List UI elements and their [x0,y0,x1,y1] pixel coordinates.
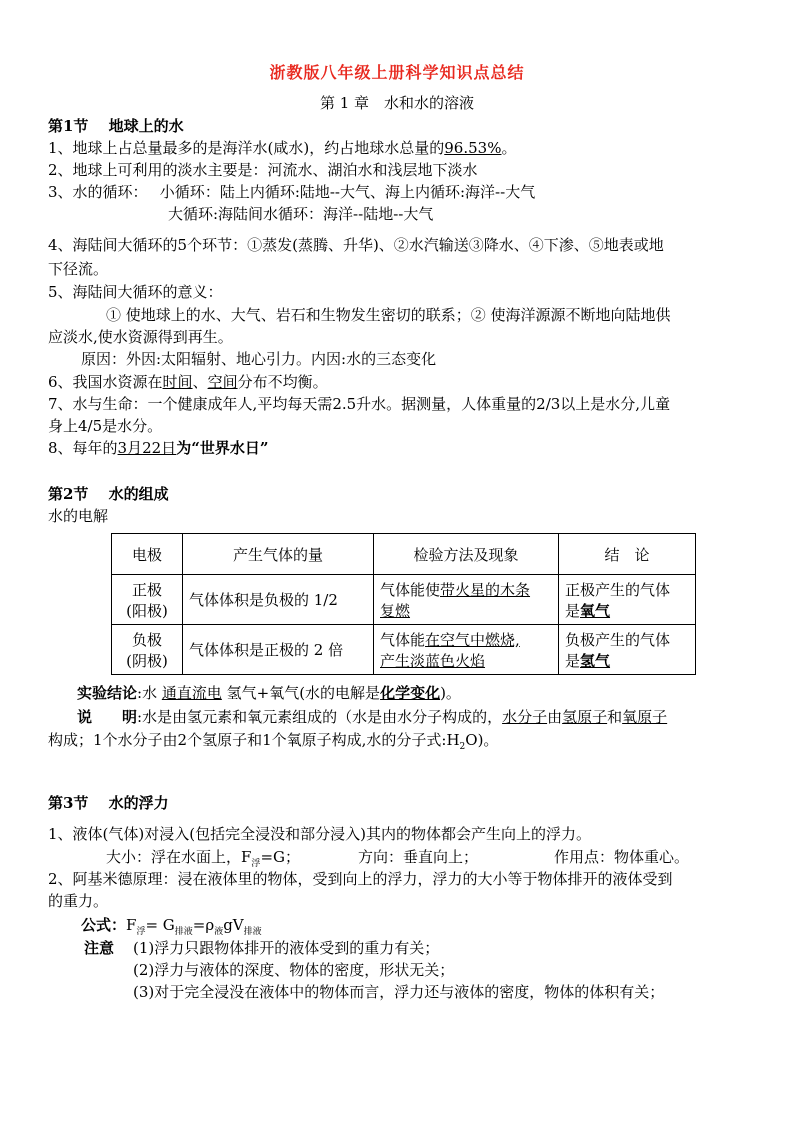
text: 产生淡蓝色火焰 [380,651,486,670]
text: 带火星的木条 [440,580,531,599]
s3-line-3: 2、阿基米德原理：浸在液体里的物体，受到向上的浮力，浮力的大小等于物体排开的液体受到 [48,870,673,888]
table-header-row [112,534,696,575]
section-1-heading: 第1节 地球上的水 [48,117,184,135]
s3-line-4: 的重力。 [48,892,109,910]
chapter-heading: 第 1 章 水和水的溶液 [319,94,475,112]
s3-line-1: 1、液体(气体)对浸入(包括完全浸没和部分浸入)其内的物体都会产生向上的浮力。 [48,825,591,843]
s1-line-3: 3、水的循环： 小循环：陆上内循环:陆地--大气、海上内循环:海洋--大气 [48,183,536,201]
text: =ρ [192,916,215,934]
s3-line-2 [106,846,300,869]
text: 化学变化 [380,684,441,702]
cell-test [374,625,559,675]
text: 1、地球上占总量最多的是海洋水(咸水)，约占地球水总量的 [48,139,445,157]
text: 大小：浮在水面上，F [106,848,252,866]
header-test-method: 检验方法及现象 [374,534,559,575]
text: 气体能 [380,630,426,649]
s1-line-5: 4、海陆间大循环的5个环节：①蒸发(蒸腾、升华)、②水汽输送③降水、④下渗、⑤地表或地 [48,236,664,254]
label: 说 明 [77,708,138,726]
text: gV [223,916,244,934]
s1-line-14 [48,437,268,458]
s1-line-6: 下径流。 [48,260,109,278]
text: O)。 [465,731,499,749]
text: 负极产生的气体 [565,630,671,649]
text: 是 [565,651,581,670]
text: 为“世界水日” [176,439,269,457]
subscript: 排液 [174,927,193,937]
label: 公式： [81,916,127,934]
electrolysis-subheading: 水的电解 [48,507,109,525]
electrolysis-table [111,533,696,675]
text: 由 [547,708,563,726]
text: 构成；1个水分子由2个氢原子和1个氧原子构成,水的分子式:H [48,731,460,749]
cell-amount: 气体体积是正极的 2 倍 [183,625,374,675]
text: 通直流电 [161,684,222,702]
text: 水分子 [502,708,548,726]
header-electrode: 电极 [112,534,183,575]
cell-amount: 气体体积是负极的 1/2 [183,575,374,625]
text: F [126,916,137,934]
s1-line-11 [48,371,328,392]
text: 氧原子 [622,708,668,726]
s1-line-10: 原因：外因:太阳辐射、地心引力。内因:水的三态变化 [81,350,437,368]
text: 正极 [131,580,162,599]
text: = G [145,916,175,934]
text: =G； [260,848,300,866]
text: )。 [440,684,461,702]
formula-line [81,914,262,937]
text: 在空气中燃烧, [425,630,520,649]
table-row [112,575,696,625]
text: 负极 [131,630,162,649]
text: 氢原子 [562,708,608,726]
note-label: 注意 [84,939,115,957]
text: (阴极) [126,651,168,670]
label: 实验结论 [77,684,138,702]
s1-line-2: 2、地球上可利用的淡水主要是：河流水、湖泊水和浅层地下淡水 [48,161,478,179]
s1-line-4: 大循环:海陆间水循环：海洋--陆地--大气 [168,205,434,223]
cell-electrode [112,625,183,675]
text: 气体能使 [380,580,441,599]
subscript: 液 [214,927,224,937]
section-3-heading: 第3节 水的浮力 [48,794,169,812]
header-gas-amount: 产生气体的量 [183,534,374,575]
note-2: (2)浮力与液体的深度、物体的密度，形状无关； [133,961,455,979]
section-2-heading: 第2节 水的组成 [48,485,169,503]
text: 复燃 [380,601,411,620]
text: 分布不均衡。 [237,373,328,391]
s1-line-7: 5、海陆间大循环的意义： [48,283,223,301]
text: 是 [565,601,581,620]
s1-line-12: 7、水与生命：一个健康成年人,平均每天需2.5升水。据测量，人体重量的2/3以上是水分,儿童 [48,395,671,413]
explanation-line-2 [48,729,498,752]
s1-line-8: ① 使地球上的水、大气、岩石和生物发生密切的联系；② 使海洋源源不断地向陆地供 [106,306,671,324]
note-1: (1)浮力只跟物体排开的液体受到的重力有关； [133,939,440,957]
subscript: 浮 [136,927,146,937]
text: :水是由氢元素和氧元素组成的（水是由水分子构成的， [137,708,503,726]
s1-line-9: 应淡水,使水资源得到再生。 [48,328,233,346]
water-day-date: 3月22日 [117,439,177,457]
document-title: 浙教版八年级上册科学知识点总结 [269,63,525,82]
subscript: 排液 [243,927,262,937]
text: 和 [607,708,623,726]
keyword-space: 空间 [207,373,238,391]
cell-test [374,575,559,625]
note-3: (3)对于完全浸没在液体中的物体而言，浮力还与液体的密度，物体的体积有关； [133,983,665,1001]
cell-conclusion [559,575,696,625]
text: 氢气 [580,651,611,670]
text: (阳极) [126,601,168,620]
table-row [112,625,696,675]
subscript: 浮 [251,859,261,869]
text: 6、我国水资源在 [48,373,163,391]
text: 氧气 [580,601,611,620]
s3-direction: 方向：垂直向上； [358,848,479,866]
experiment-conclusion [77,682,461,703]
text: 氢气+氧气(水的电解是 [221,684,381,702]
s3-point: 作用点：物体重心。 [554,848,690,866]
s1-line-13: 身上4/5是水分。 [48,417,163,435]
ocean-percentage: 96.53% [444,139,502,157]
explanation-line-1 [77,706,667,727]
keyword-time: 时间 [162,373,193,391]
header-conclusion: 结 论 [559,534,696,575]
text: 。 [501,139,517,157]
text: :水 [137,684,162,702]
text: 、 [192,373,208,391]
subscript: 2 [459,742,466,752]
text: 正极产生的气体 [565,580,671,599]
cell-electrode [112,575,183,625]
text: 8、每年的 [48,439,118,457]
cell-conclusion [559,625,696,675]
s1-line-1 [48,137,516,158]
